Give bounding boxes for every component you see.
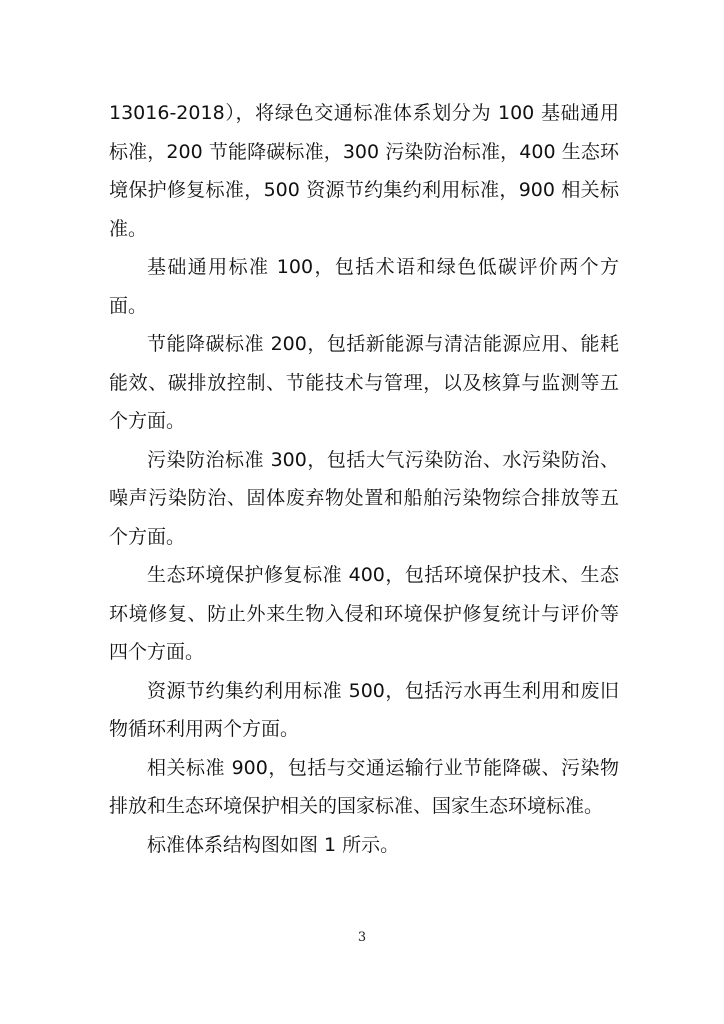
paragraph-pollution-standards: 污染防治标准 300，包括大气污染防治、水污染防治、噪声污染防治、固体废弃物处置和船舶污染物综合排放等五个方面。 <box>109 448 619 548</box>
paragraph-ecology-standards: 生态环境保护修复标准 400，包括环境保护技术、生态环境修复、防止外来生物入侵和环境保护修复统计与评价等四个方面。 <box>109 564 619 663</box>
page-number: 3 <box>357 930 367 945</box>
document-body <box>109 94 619 864</box>
paragraph-figure-reference: 标准体系结构图如图 1 所示。 <box>147 833 400 856</box>
paragraph-related-standards: 相关标准 900，包括与交通运输行业节能降碳、污染物排放和生态环境保护相关的国家标准、国家生态环境标准。 <box>109 756 619 817</box>
paragraph-continued: 13016-2018），将绿色交通标准体系划分为 100 基础通用标准，200 节能降碳标准，300 污染防治标准，400 生态环境保护修复标准，500 资源节约集约利用标准，900 相关标准。 <box>109 102 619 240</box>
paragraph-basic-standards: 基础通用标准 100，包括术语和绿色低碳评价两个方面。 <box>109 256 619 317</box>
paragraph-resource-standards: 资源节约集约利用标准 500，包括污水再生利用和废旧物循环利用两个方面。 <box>109 679 619 740</box>
paragraph-energy-carbon-standards: 节能降碳标准 200，包括新能源与清洁能源应用、能耗能效、碳排放控制、节能技术与管理，以及核算与监测等五个方面。 <box>109 333 619 432</box>
